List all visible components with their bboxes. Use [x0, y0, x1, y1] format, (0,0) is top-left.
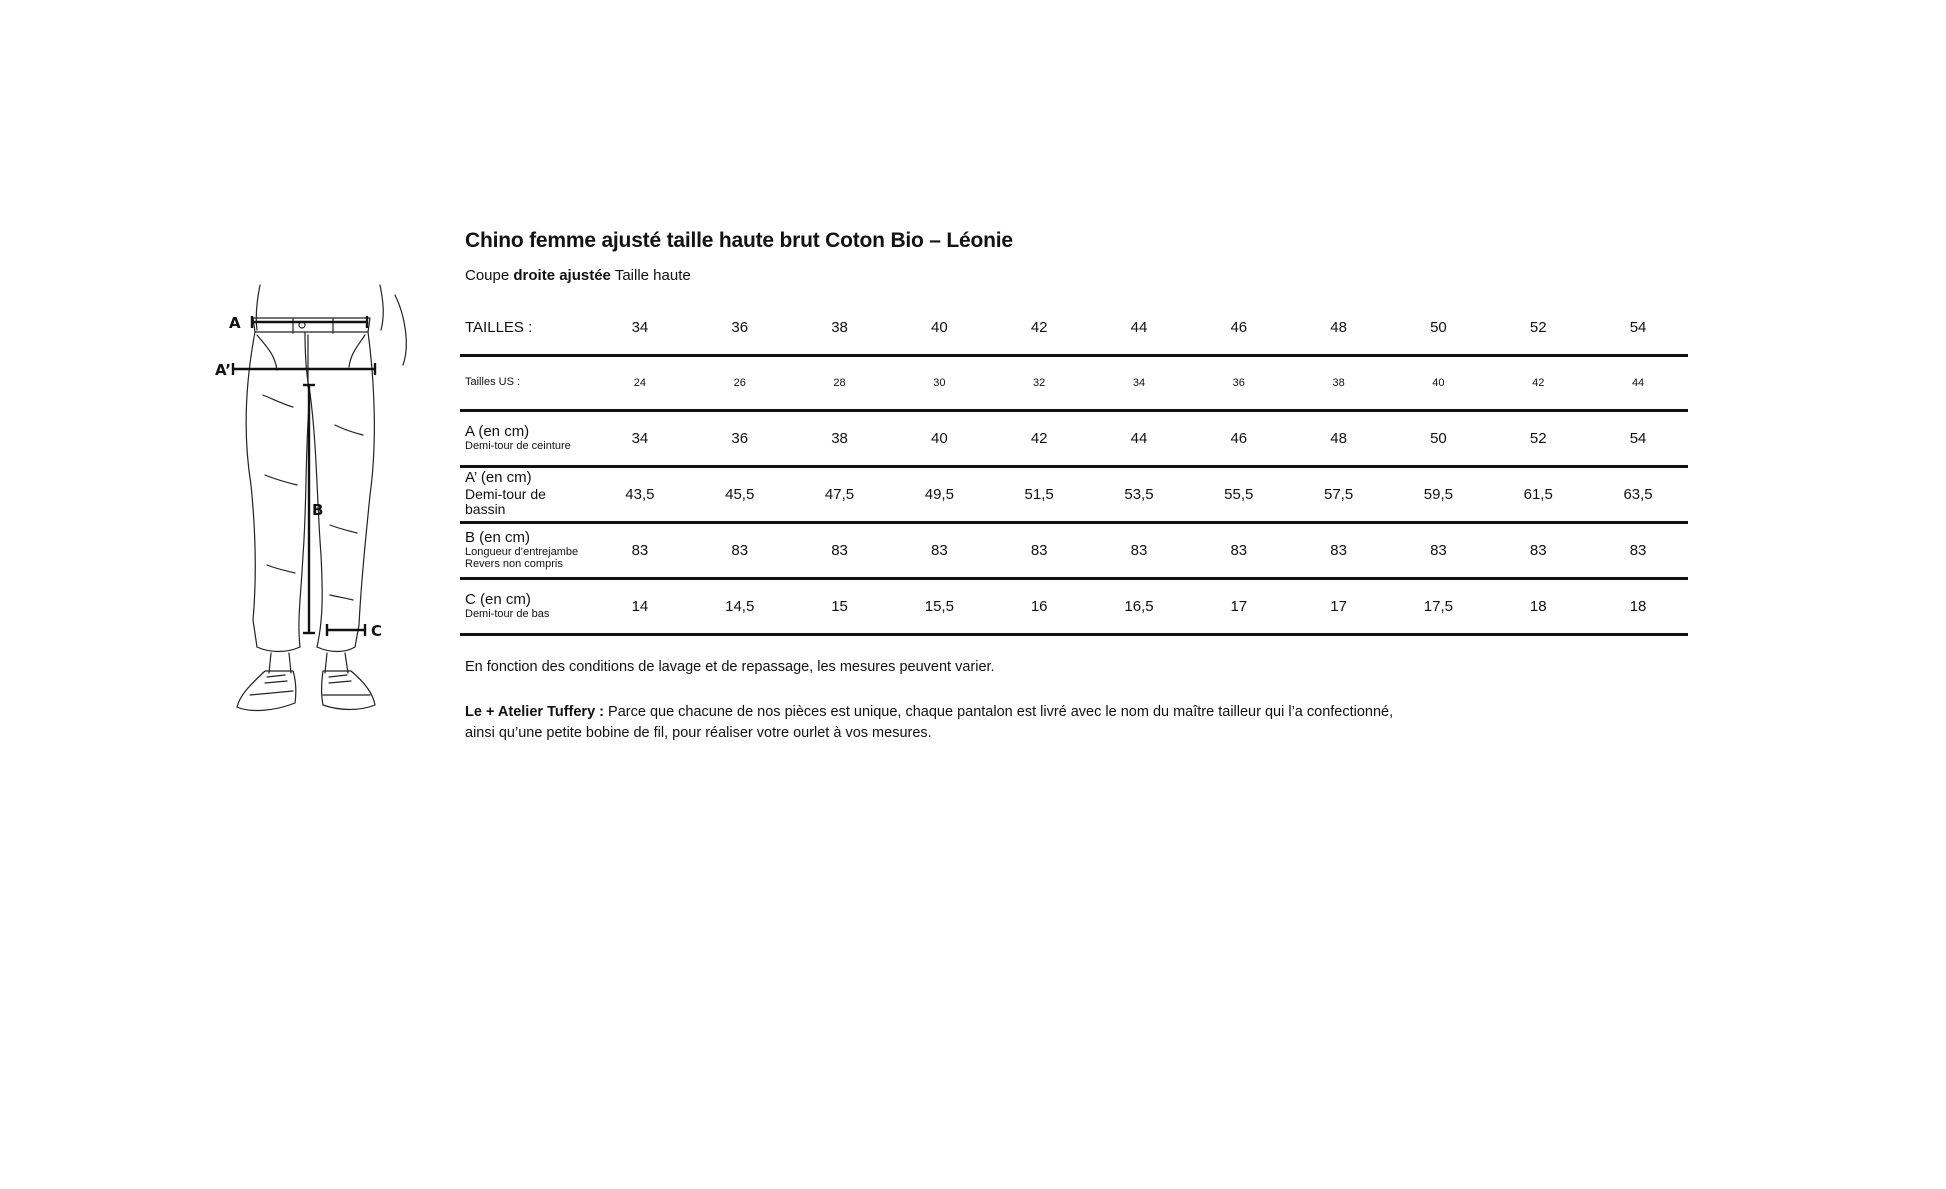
value-cell: 46	[1230, 429, 1248, 447]
value-cell: 59,5	[1423, 485, 1453, 503]
value-cell: 34	[631, 429, 649, 447]
table-row-b	[460, 522, 1688, 578]
size-cell: 38	[831, 319, 848, 337]
atelier-tuffery-heading: Le + Atelier Tuffery :	[465, 704, 604, 720]
cut-suffix: Taille haute	[614, 267, 691, 284]
size-cell: 34	[631, 319, 649, 337]
us-size-cell: 32	[1033, 376, 1046, 389]
size-cell: 40	[931, 319, 948, 337]
table-row-sizes	[460, 300, 1688, 355]
us-size-cell: 44	[1631, 376, 1645, 389]
us-size-cell: 24	[633, 376, 647, 389]
value-cell: 83	[831, 541, 848, 559]
us-size-cell: 28	[833, 376, 846, 389]
size-cell: 42	[1030, 319, 1048, 337]
cut-description	[465, 267, 691, 284]
value-cell: 40	[931, 429, 948, 447]
value-cell: 53,5	[1124, 485, 1154, 503]
value-cell: 47,5	[824, 485, 855, 503]
page-title: Chino femme ajusté taille haute brut Coton Bio – Léonie	[465, 229, 1013, 252]
size-cell: 48	[1330, 319, 1347, 337]
value-cell: 15,5	[924, 597, 954, 615]
value-cell: 17	[1230, 597, 1248, 615]
value-cell: 49,5	[924, 485, 954, 503]
value-cell: 83	[631, 541, 649, 559]
atelier-tuffery-text: Parce que chacune de nos pièces est unique, chaque pantalon est livré avec le nom du maître tailleur qui l’a confectionné, ainsi qu’une petite bobine de fil, pour réaliser votre ourlet à vos mesures.	[465, 704, 1394, 741]
marker-label-a-prime: A’	[215, 361, 231, 379]
marker-label-c: C	[371, 622, 383, 640]
us-sizes-label: Tailles US :	[465, 376, 521, 389]
value-cell: 17,5	[1423, 597, 1453, 615]
value-cell: 83	[1430, 541, 1447, 559]
size-cell: 36	[731, 319, 749, 337]
value-cell: 14	[631, 597, 649, 615]
value-cell: 50	[1430, 429, 1447, 447]
value-cell: 48	[1330, 429, 1347, 447]
table-row-us-sizes	[460, 355, 1688, 410]
table-row-a	[460, 410, 1688, 466]
value-cell: 83	[1130, 541, 1148, 559]
cut-prefix: Coupe	[465, 267, 510, 284]
value-cell: 16	[1030, 597, 1048, 615]
marker-label-b: B	[312, 501, 324, 519]
trousers-measurement-illustration	[205, 275, 410, 715]
value-cell: 16,5	[1124, 597, 1154, 615]
value-cell: 18	[1629, 597, 1647, 615]
value-cell: 51,5	[1024, 485, 1054, 503]
value-cell: 17	[1330, 597, 1347, 615]
us-size-cell: 38	[1332, 376, 1345, 389]
value-cell: 45,5	[725, 485, 755, 503]
value-cell: 18	[1529, 597, 1547, 615]
value-cell: 63,5	[1623, 485, 1653, 503]
value-cell: 44	[1130, 429, 1148, 447]
value-cell: 36	[731, 429, 749, 447]
value-cell: 83	[1330, 541, 1347, 559]
row-label-a: A (en cm) Demi-tour de ceinture	[465, 422, 571, 453]
sizes-label: TAILLES :	[465, 318, 533, 336]
marker-label-a: A	[229, 314, 241, 332]
us-size-cell: 34	[1132, 376, 1146, 389]
value-cell: 15	[831, 597, 848, 615]
value-cell: 83	[1030, 541, 1048, 559]
value-cell: 43,5	[625, 485, 655, 503]
row-label-c: C (en cm) Demi-tour de bas	[465, 590, 550, 621]
value-cell: 57,5	[1323, 485, 1354, 503]
value-cell: 14,5	[725, 597, 755, 615]
value-cell: 55,5	[1224, 485, 1254, 503]
row-label-b: B (en cm) Longueur d’entrejambe Revers non compris	[465, 528, 579, 571]
washing-note: En fonction des conditions de lavage et de repassage, les mesures peuvent varier.	[465, 659, 995, 675]
value-cell: 83	[1230, 541, 1248, 559]
size-cell: 46	[1230, 319, 1248, 337]
value-cell: 61,5	[1523, 485, 1553, 503]
size-cell: 54	[1629, 319, 1647, 337]
atelier-tuffery-note	[465, 702, 1425, 744]
size-cell: 50	[1430, 319, 1447, 337]
us-size-cell: 30	[933, 376, 946, 389]
us-size-cell: 26	[733, 376, 746, 389]
size-cell: 44	[1130, 319, 1148, 337]
value-cell: 38	[831, 429, 848, 447]
us-size-cell: 40	[1432, 376, 1445, 389]
value-cell: 83	[931, 541, 948, 559]
size-cell: 52	[1529, 319, 1547, 337]
table-row-c	[460, 578, 1688, 634]
row-label-a-prime: A’ (en cm) Demi-tour de bassin	[465, 469, 546, 518]
us-size-cell: 42	[1532, 376, 1545, 389]
table-row-a-prime	[460, 466, 1688, 522]
value-cell: 83	[731, 541, 749, 559]
value-cell: 83	[1629, 541, 1647, 559]
value-cell: 52	[1529, 429, 1547, 447]
cut-bold: droite ajustée	[513, 267, 611, 284]
value-cell: 83	[1529, 541, 1547, 559]
value-cell: 54	[1629, 429, 1647, 447]
size-chart-table	[460, 300, 1688, 636]
value-cell: 42	[1030, 429, 1048, 447]
us-size-cell: 36	[1232, 376, 1245, 389]
